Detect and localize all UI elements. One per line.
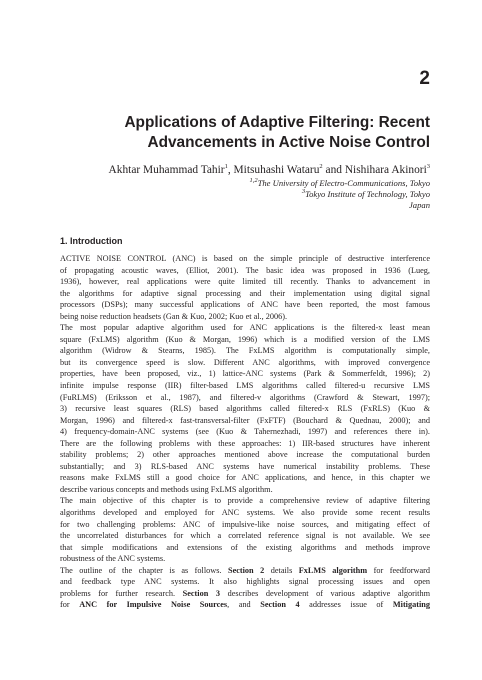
chapter-title-line-1: Applications of Adaptive Filtering: Recent bbox=[124, 114, 430, 131]
text-line: The main objective of this chapter is to provide a comprehensive review of adaptive filtering bbox=[60, 496, 430, 506]
text-run: details bbox=[264, 565, 299, 575]
author-3: and Nishihara Akinori bbox=[322, 164, 427, 176]
affiliations bbox=[249, 178, 430, 212]
text-line: 1936), however, real applications were quite limited till recently. Thanks to advancement in bbox=[60, 277, 430, 287]
text-line: 4) frequency-domain-ANC systems (see (Kuo & Tahernezhadi, 1997) and references there in). bbox=[60, 427, 430, 437]
text-run: The outline of the chapter is as follows. bbox=[60, 565, 228, 575]
text-line: describe various concepts and methods using FxLMS algorithm. bbox=[60, 484, 273, 494]
text-run: problems for further research. bbox=[60, 588, 183, 598]
paragraph-4 bbox=[60, 565, 430, 611]
body-text bbox=[60, 253, 430, 611]
affiliation-country: Japan bbox=[408, 200, 430, 211]
text-line: the algorithms for adaptive signal processing and their implementation using digital signal bbox=[60, 288, 430, 298]
text-line: being noise reduction headsets (Gan & Kuo, 2002; Kuo et al., 2006). bbox=[60, 311, 288, 321]
chapter-title-line-2: Advancements in Active Noise Control bbox=[147, 133, 430, 151]
topic-ref: FxLMS algorithm bbox=[298, 565, 368, 575]
chapter-title bbox=[70, 113, 430, 152]
author-3-marker: 3 bbox=[426, 163, 430, 171]
text-line: the uncorrelated disturbances for which a correlated reference signal is not available. We see bbox=[60, 531, 430, 541]
text-line: that simple modifications and extensions of the existing algorithms and methods improve bbox=[60, 542, 430, 552]
paragraph-2 bbox=[60, 322, 430, 495]
text-line: algorithms developed and employed for ANC systems. We also provide some recent results bbox=[60, 508, 430, 518]
author-1-marker: 1 bbox=[224, 163, 228, 171]
text-line: for two challenging problems: ANC of impulsive-like noise sources, and mitigating effect of bbox=[60, 519, 430, 529]
text-run: describes development of various adaptive algorithm bbox=[220, 588, 430, 598]
affiliation-2 bbox=[249, 189, 430, 200]
text-line: Morgan, 1996) and filtered-x fast-transversal-filter (FxFTF) (Bouchard & Quednau, 2000); and bbox=[60, 415, 430, 425]
author-2: , Mitsuhashi Wataru bbox=[227, 164, 320, 176]
text-line: 3) recursive least squares (RLS) based algorithms called filtered-x RLS (FxRLS) (Kuo & bbox=[60, 404, 430, 414]
text-line: processors (DSPs); many successful applications of ANC have been reported, the most famous bbox=[60, 300, 430, 310]
text-line: The most popular adaptive algorithm used for ANC applications is the filtered-x least mean bbox=[60, 323, 430, 333]
section-ref: Section 2 bbox=[227, 565, 265, 575]
text-run: , and bbox=[227, 600, 261, 610]
text-run: for feedforward bbox=[367, 565, 430, 575]
text-run: for bbox=[60, 600, 80, 610]
text-run: addresses issue of bbox=[299, 600, 393, 610]
text-line: ACTIVE NOISE CONTROL (ANC) is based on the simple principle of destructive interference bbox=[60, 254, 430, 263]
section-ref: Section 3 bbox=[182, 588, 221, 598]
text-line: robustness of the ANC systems. bbox=[60, 554, 166, 564]
affiliation-2-marker: 3 bbox=[301, 188, 306, 196]
text-line bbox=[60, 565, 430, 577]
chapter-number: 2 bbox=[419, 68, 430, 89]
text-line: of propagating acoustic waves, (Elliot, 2001). The basic idea was proposed in 1936 (Lueg, bbox=[60, 265, 430, 275]
affiliation-1-marker: 1,2 bbox=[249, 177, 258, 185]
author-2-marker: 2 bbox=[319, 163, 323, 171]
paragraph-1 bbox=[60, 253, 430, 322]
text-line: square (FxLMS) algorithm (Kuo & Morgan, 1996) which is a modified version of the LMS bbox=[60, 334, 430, 344]
author-1: Akhtar Muhammad Tahir bbox=[108, 164, 225, 176]
topic-ref: ANC for Impulsive Noise Sources bbox=[79, 600, 228, 610]
affiliation-2-text: Tokyo Institute of Technology, Tokyo bbox=[305, 189, 430, 200]
section-heading: 1. Introduction bbox=[60, 236, 123, 246]
text-line: and feedback type ANC systems. It also highlights signal processing issues and open bbox=[60, 577, 430, 587]
section-ref: Section 4 bbox=[260, 600, 300, 610]
text-line: There are the following problems with these approaches: 1) IIR-based structures have inherent bbox=[60, 438, 430, 448]
text-line bbox=[60, 599, 430, 611]
affiliation-1-text: The University of Electro-Communications, Tokyo bbox=[257, 178, 430, 188]
text-line: algorithm (Widrow & Stearns, 1985). The FxLMS algorithm is computationally simple, bbox=[60, 346, 430, 356]
text-line: stability problems; 2) other approaches mentioned above increase the computational burden bbox=[60, 450, 430, 460]
text-line: properties, have been proposed, viz., 1) lattice-ANC systems (Park & Sommerfeldt, 1996); 2) bbox=[60, 369, 430, 379]
affiliation-1 bbox=[249, 178, 430, 189]
text-line: reasons make FxLMS still a good choice for ANC applications, and hence, in this chapter we bbox=[60, 473, 430, 483]
text-line: but its convergence speed is slow. Different ANC algorithms, with improved convergence bbox=[60, 357, 430, 367]
topic-ref: Mitigating bbox=[392, 600, 430, 610]
text-line: (FuRLMS) (Eriksson et al., 1987), and filtered-v algorithms (Crawford & Stewart, 1997); bbox=[60, 392, 430, 402]
paragraph-3 bbox=[60, 495, 430, 564]
text-line: infinite impulse response (IIR) filter-based LMS algorithms called filtered-u recursive LMS bbox=[60, 381, 430, 391]
text-line: substantially; and 3) RLS-based ANC systems have numerical instability problems. These bbox=[60, 461, 430, 471]
text-line bbox=[60, 588, 430, 600]
author-list bbox=[60, 163, 430, 177]
